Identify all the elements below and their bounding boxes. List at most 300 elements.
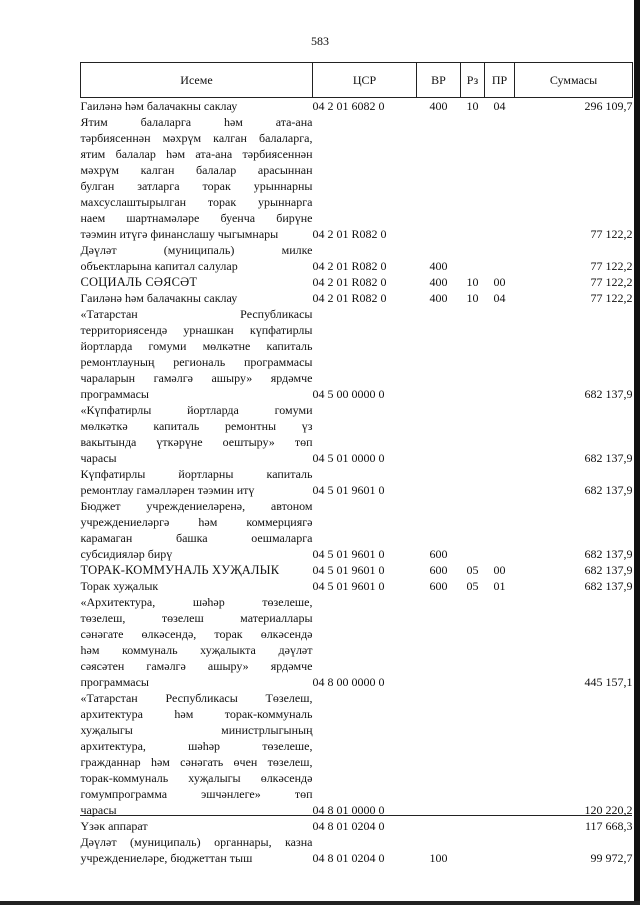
row-rz (461, 706, 485, 722)
row-csr: 04 2 01 6082 0 (312, 99, 385, 113)
table-row (81, 850, 633, 866)
row-sum (515, 370, 633, 386)
row-csr (313, 242, 417, 258)
row-name-line: «Татарстан Республикасы Төзелеш, (80, 691, 313, 705)
row-vr (417, 466, 461, 482)
row-name-line: программасы (80, 675, 149, 689)
row-csr: 04 5 01 9601 0 (312, 579, 385, 593)
row-rz (461, 178, 485, 194)
row-sum (515, 114, 633, 130)
row-name-line: Ятим балаларга һәм ата-ана (80, 115, 313, 129)
row-rz (461, 146, 485, 162)
row-name-line: гомумпрограмма эшчәнлеге» төп (80, 787, 313, 801)
header-csr: ЦСР (313, 63, 417, 98)
row-vr (417, 834, 461, 850)
row-rz (461, 722, 485, 738)
row-name-line: архитектура һәм торак-коммуналь (80, 707, 313, 721)
row-sum: 77 122,2 (590, 259, 633, 273)
row-sum: 77 122,2 (590, 275, 633, 289)
row-name-line: махсуслаштырылган торак урыннарга (80, 195, 313, 209)
row-csr (313, 194, 417, 210)
row-sum: 682 137,9 (584, 563, 633, 577)
row-pr (485, 258, 515, 274)
row-sum: 117 668,3 (584, 819, 633, 833)
row-name-line: торак-коммуналь хуҗалыгы өлкәсендә (80, 771, 313, 785)
row-pr (485, 178, 515, 194)
row-pr (485, 770, 515, 786)
table-bottom-rule (80, 815, 632, 816)
row-sum (515, 754, 633, 770)
table-row (81, 418, 633, 434)
row-name-line: субсидияләр бирү (80, 547, 173, 561)
row-sum (515, 594, 633, 610)
table-row (81, 130, 633, 146)
row-rz (461, 738, 485, 754)
row-sum (515, 322, 633, 338)
table-row (81, 722, 633, 738)
row-pr (485, 850, 515, 866)
row-rz (461, 610, 485, 626)
row-sum (515, 130, 633, 146)
row-rz (461, 194, 485, 210)
row-rz (461, 418, 485, 434)
row-sum: 682 137,9 (584, 579, 633, 593)
row-vr: 400 (429, 259, 448, 273)
row-rz: 05 (466, 579, 479, 593)
row-sum (515, 466, 633, 482)
row-rz (461, 306, 485, 322)
row-name-line: карамаган башка оешмаларга (80, 531, 313, 545)
row-csr (313, 322, 417, 338)
row-rz (461, 322, 485, 338)
row-sum (515, 194, 633, 210)
row-name-line: төзелеш, төзелеш материаллары (80, 611, 313, 625)
row-pr (485, 786, 515, 802)
row-sum: 296 109,7 (584, 99, 633, 113)
row-sum (515, 738, 633, 754)
row-name-line: «Архитектура, шәһәр төзелеше, (80, 595, 313, 609)
row-csr (313, 626, 417, 642)
table-row (81, 562, 633, 578)
row-csr: 04 8 01 0000 0 (312, 803, 385, 817)
row-name-line: Гаиләнә һәм балачакны саклау (80, 291, 238, 305)
row-csr (313, 786, 417, 802)
row-vr: 600 (429, 579, 448, 593)
header-sum: Суммасы (515, 63, 633, 98)
row-vr (417, 642, 461, 658)
table-row (81, 194, 633, 210)
row-sum (515, 786, 633, 802)
row-pr (485, 226, 515, 242)
row-pr (485, 530, 515, 546)
table-row (81, 210, 633, 226)
row-sum (515, 338, 633, 354)
table-row (81, 450, 633, 466)
row-rz (461, 402, 485, 418)
header-name: Исеме (81, 63, 313, 98)
row-name-line: мәхрүм калган балалар арасыннан (80, 163, 313, 177)
row-csr: 04 8 00 0000 0 (312, 675, 385, 689)
row-pr (485, 658, 515, 674)
table-row (81, 402, 633, 418)
scan-edge-right (634, 0, 640, 905)
scan-edge-bottom (0, 901, 640, 905)
row-sum: 120 220,2 (584, 803, 633, 817)
row-rz (461, 258, 485, 274)
row-rz (461, 370, 485, 386)
row-vr (417, 434, 461, 450)
row-pr: 00 (493, 563, 506, 577)
row-sum (515, 146, 633, 162)
row-vr: 600 (429, 547, 448, 561)
row-rz (461, 242, 485, 258)
table-row (81, 434, 633, 450)
row-pr (485, 194, 515, 210)
table-row (81, 290, 633, 306)
row-name-line: хуҗалыгы министрлыгының (80, 723, 313, 737)
table-row (81, 674, 633, 690)
row-vr (417, 706, 461, 722)
row-csr (313, 210, 417, 226)
table-row (81, 642, 633, 658)
row-sum (515, 354, 633, 370)
table-row (81, 162, 633, 178)
row-vr: 400 (429, 291, 448, 305)
row-sum: 682 137,9 (584, 451, 633, 465)
row-sum (515, 402, 633, 418)
row-vr (417, 674, 461, 690)
row-name-line: наем шартнамәләре буенча бирүне (80, 211, 313, 225)
row-csr: 04 2 01 R082 0 (312, 227, 387, 241)
row-csr (313, 354, 417, 370)
row-csr (313, 690, 417, 706)
table-row (81, 578, 633, 594)
row-sum: 682 137,9 (584, 547, 633, 561)
table-row (81, 594, 633, 610)
row-pr: 00 (493, 275, 506, 289)
row-vr (417, 130, 461, 146)
row-csr: 04 2 01 R082 0 (312, 275, 387, 289)
row-pr (485, 370, 515, 386)
row-pr (485, 242, 515, 258)
budget-table (80, 62, 633, 866)
row-sum (515, 706, 633, 722)
table-row (81, 242, 633, 258)
table-row (81, 514, 633, 530)
row-csr (313, 498, 417, 514)
table-row (81, 530, 633, 546)
row-name-line: Дәүләт (муниципаль) милке (80, 243, 313, 257)
row-vr (417, 354, 461, 370)
row-pr (485, 146, 515, 162)
row-vr (417, 306, 461, 322)
row-vr (417, 594, 461, 610)
row-vr (417, 818, 461, 834)
row-name-line: Үзәк аппарат (80, 819, 148, 833)
row-name-line: учреждениеләре, бюджеттан тыш (80, 851, 253, 865)
row-pr (485, 498, 515, 514)
row-rz (461, 482, 485, 498)
row-csr (313, 418, 417, 434)
row-vr (417, 658, 461, 674)
row-csr: 04 5 01 9601 0 (312, 547, 385, 561)
row-rz (461, 690, 485, 706)
row-vr (417, 178, 461, 194)
row-sum (515, 626, 633, 642)
row-vr (417, 322, 461, 338)
row-name-line: Торак хуҗалык (80, 579, 159, 593)
row-csr (313, 706, 417, 722)
row-name-line: вакытында үткәрүне оештыру» төп (80, 435, 313, 449)
row-csr (313, 770, 417, 786)
row-name-line: объектларына капитал салулар (80, 259, 238, 273)
row-rz (461, 450, 485, 466)
row-vr (417, 226, 461, 242)
row-pr (485, 162, 515, 178)
row-pr: 01 (493, 579, 506, 593)
row-csr (313, 834, 417, 850)
row-vr (417, 786, 461, 802)
row-sum (515, 722, 633, 738)
row-pr (485, 594, 515, 610)
row-csr: 04 5 01 9601 0 (312, 483, 385, 497)
row-name-line: учреждениеләргә һәм коммерциягә (80, 515, 313, 529)
table-body (81, 98, 633, 867)
row-pr (485, 114, 515, 130)
row-vr (417, 162, 461, 178)
row-csr: 04 8 01 0204 0 (312, 851, 385, 865)
row-csr (313, 434, 417, 450)
row-sum (515, 162, 633, 178)
row-name-line: йортларда гомуми мөлкәтне капиталь (80, 339, 313, 353)
row-rz (461, 130, 485, 146)
table-row (81, 354, 633, 370)
table-row (81, 834, 633, 850)
row-name-line: тәэмин итүгә финанслашу чыгымнары (80, 227, 279, 241)
row-csr (313, 338, 417, 354)
row-rz (461, 466, 485, 482)
row-rz (461, 354, 485, 370)
row-pr (485, 354, 515, 370)
row-rz (461, 786, 485, 802)
row-vr: 600 (429, 563, 448, 577)
row-pr (485, 322, 515, 338)
row-sum: 77 122,2 (590, 227, 633, 241)
row-name-line: «Күпфатирлы йортларда гомуми (80, 403, 313, 417)
table-row (81, 146, 633, 162)
row-pr (485, 514, 515, 530)
row-csr (313, 658, 417, 674)
row-csr (313, 594, 417, 610)
page-number: 583 (311, 34, 329, 48)
row-vr (417, 418, 461, 434)
row-pr (485, 706, 515, 722)
row-sum: 99 972,7 (590, 851, 633, 865)
row-rz (461, 658, 485, 674)
row-name-line: ремонтлауның региональ программасы (80, 355, 313, 369)
row-vr (417, 114, 461, 130)
row-pr (485, 338, 515, 354)
row-name-line: территориясендә урнашкан күпфатирлы (80, 323, 313, 337)
row-pr (485, 434, 515, 450)
row-vr (417, 722, 461, 738)
row-pr (485, 722, 515, 738)
row-csr (313, 162, 417, 178)
row-csr (313, 370, 417, 386)
row-pr (485, 738, 515, 754)
row-pr (485, 450, 515, 466)
row-pr (485, 690, 515, 706)
row-sum: 445 157,1 (584, 675, 633, 689)
table-row (81, 178, 633, 194)
row-rz (461, 226, 485, 242)
row-rz (461, 498, 485, 514)
row-name-line: СОЦИАЛЬ СӘЯСӘТ (80, 275, 198, 289)
row-name-line: Гаиләнә һәм балачакны саклау (80, 99, 238, 113)
row-sum (515, 242, 633, 258)
row-vr (417, 386, 461, 402)
row-name-line: программасы (80, 387, 149, 401)
row-vr (417, 514, 461, 530)
row-csr (313, 514, 417, 530)
row-name-line: архитектура, шәһәр төзелеше, (80, 739, 313, 753)
row-csr (313, 610, 417, 626)
row-name-line: Күпфатирлы йортларны капиталь (80, 467, 313, 481)
row-name-line: Бюджет учреждениеләренә, автоном (80, 499, 313, 513)
row-rz (461, 754, 485, 770)
row-pr (485, 834, 515, 850)
row-rz (461, 818, 485, 834)
row-rz (461, 850, 485, 866)
row-csr: 04 5 01 0000 0 (312, 451, 385, 465)
row-vr (417, 610, 461, 626)
row-csr (313, 306, 417, 322)
row-vr: 400 (429, 99, 448, 113)
row-sum (515, 658, 633, 674)
row-sum (515, 306, 633, 322)
table-row (81, 738, 633, 754)
row-sum (515, 434, 633, 450)
row-csr (313, 402, 417, 418)
row-rz: 05 (466, 563, 479, 577)
row-rz (461, 642, 485, 658)
row-sum (515, 642, 633, 658)
row-rz: 10 (466, 275, 479, 289)
row-rz (461, 530, 485, 546)
row-name-line: ТОРАК-КОММУНАЛЬ ХУҖАЛЫК (80, 563, 280, 577)
row-rz (461, 514, 485, 530)
row-pr (485, 546, 515, 562)
row-name-line: чарасы (80, 803, 117, 817)
row-pr (485, 642, 515, 658)
row-vr (417, 770, 461, 786)
row-sum (515, 530, 633, 546)
row-name-line: ремонтлау гамәлләрен тәэмин итү (80, 483, 255, 497)
row-csr (313, 130, 417, 146)
row-csr (313, 642, 417, 658)
row-sum (515, 834, 633, 850)
table-row (81, 818, 633, 834)
row-csr (313, 114, 417, 130)
table-row (81, 706, 633, 722)
row-csr: 04 8 01 0204 0 (312, 819, 385, 833)
row-pr (485, 610, 515, 626)
row-csr (313, 146, 417, 162)
row-pr (485, 626, 515, 642)
table-row (81, 114, 633, 130)
table-header-row (81, 63, 633, 98)
row-pr: 04 (493, 291, 506, 305)
row-name-line: ятим балалар һәм ата-ана тәрбиясеннән (80, 147, 313, 161)
row-pr (485, 402, 515, 418)
table-row (81, 306, 633, 322)
row-vr (417, 338, 461, 354)
table-row (81, 770, 633, 786)
table-row (81, 610, 633, 626)
row-name-line: булган затларга торак урыннарны (80, 179, 313, 193)
row-name-line: Дәүләт (муниципаль) органнары, казна (80, 835, 313, 849)
row-vr (417, 450, 461, 466)
row-name-line: тәрбиясеннән мәхрүм калган балаларга, (80, 131, 313, 145)
row-vr (417, 498, 461, 514)
row-vr (417, 146, 461, 162)
row-csr (313, 722, 417, 738)
row-vr (417, 402, 461, 418)
row-vr (417, 482, 461, 498)
row-csr (313, 738, 417, 754)
row-vr (417, 530, 461, 546)
row-name-line: мөлкәткә капиталь ремонтны үз (80, 419, 313, 433)
row-rz (461, 386, 485, 402)
header-vr: ВР (417, 63, 461, 98)
row-sum (515, 770, 633, 786)
table-row (81, 690, 633, 706)
row-vr (417, 738, 461, 754)
table-row (81, 466, 633, 482)
row-vr (417, 690, 461, 706)
header-pr: ПР (485, 63, 515, 98)
table-row (81, 546, 633, 562)
row-sum: 682 137,9 (584, 483, 633, 497)
table-row (81, 98, 633, 115)
row-name-line: чараларын гамәлгә ашыру» ярдәмче (80, 371, 313, 385)
table-row (81, 754, 633, 770)
row-rz (461, 594, 485, 610)
row-sum: 77 122,2 (590, 291, 633, 305)
row-sum (515, 514, 633, 530)
table-row (81, 786, 633, 802)
row-vr: 400 (429, 275, 448, 289)
row-pr (485, 386, 515, 402)
row-pr (485, 674, 515, 690)
row-rz (461, 626, 485, 642)
row-sum (515, 690, 633, 706)
row-pr (485, 482, 515, 498)
header-rz: Рз (461, 63, 485, 98)
row-pr (485, 306, 515, 322)
row-vr (417, 754, 461, 770)
row-pr (485, 754, 515, 770)
row-pr: 04 (493, 99, 506, 113)
row-sum: 682 137,9 (584, 387, 633, 401)
row-csr (313, 178, 417, 194)
table-row (81, 322, 633, 338)
row-vr: 100 (429, 851, 448, 865)
row-csr (313, 754, 417, 770)
table-row (81, 626, 633, 642)
row-pr (485, 818, 515, 834)
row-pr (485, 210, 515, 226)
